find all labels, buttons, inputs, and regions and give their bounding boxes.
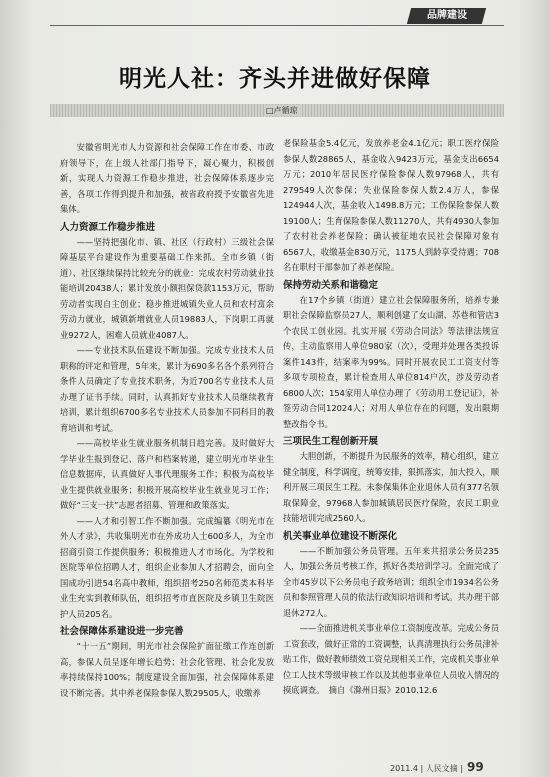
paragraph: ——不断加强公务员管理。五年来共招录公务员235人，加强公务员考核工作，抓好各类培训学习。全面完成了全市45岁以下公务员电子政务培训；组织全市1934名公务员和参照管理人员的依法行政知识培训和考试。共办理干部退休272人。 (283, 545, 499, 618)
section-heading: 机关事业单位建设不断深化 (283, 530, 398, 542)
folio-text: 2011.4 | 人民文摘 | (390, 764, 464, 773)
paragraph: 在17个乡镇（街道）建立社会保障服务所，培养专兼职社会保障监察员27人，顺利创建了女山湖、苏巷和管店3个农民工创业园。扎实开展《劳动合同法》等法律法规宣传，主动监察用人单位980家（次），受理并处理各类投诉案件143件，结案率为99%。同时开展农民工工资支付等多项专项检查，累计检查用人单位814户次，涉及劳动者6800人次；154家用人单位办理了《劳动用工登记证》，补签劳动合同12024人；对用人单位存在的问题，发出限期整改指令书。 (283, 294, 499, 429)
paragraph: “十一五”期间，明光市社会保险扩面征缴工作连创新高，参保人员呈逐年增长趋势；社会化管理、社会化发放率持续保持100%；制度建设全面加强，社会保障体系建设不断完善。其中养老保险参保人数29505人，收缴养 (60, 641, 274, 698)
section-heading: 人力资源工作稳步推进 (60, 221, 156, 233)
right-column (283, 136, 499, 699)
left-column (60, 140, 274, 701)
byline: □卢循琼 (266, 106, 298, 115)
paragraph: 大胆创新，不断提升为民服务的效率，精心组织，建立健全制度，科学调度，统筹安排，狠抓落实，加大投入，顺利开展三项民生工程。未参保集体企业退休人员有377名领取保障金，97968人参加城镇居民医疗保险，农民工职业技能培训完成2560人。 (283, 451, 499, 523)
section-heading: 社会保障体系建设进一步完善 (60, 626, 184, 637)
article-headline: 明光人社：齐头并进做好保障 (119, 66, 431, 92)
section-heading: 三项民生工程创新开展 (283, 436, 379, 447)
section-tag (407, 8, 486, 24)
paragraph: ——人才和引智工作不断加强。完成编纂《明光市在外人才录》，共收集明光市在外成功人士600多人，为全市招商引资工作提供服务；积极推进人才市场化。为学校和医院等单位招聘人才，组织企业参加人才招聘会，面向全国成功引进54名高中教师，组织招考250名师范类本科毕业生充实到教师队伍，组织招考市直医院及乡镇卫生院医护人员205名。 (60, 515, 274, 619)
paragraph: ——高校毕业生就业服务机制日趋完善。及时做好大学毕业生报到登记、落户和档案转递，建立明光市毕业生信息数据库，认真做好人事代理服务工作；积极为高校毕业生提供就业服务；积极开展高校毕业生就业见习工作；做好“三支一扶”志愿者招募、管理和政策落实。 (60, 438, 274, 510)
paragraph: ——全面推进机关事业单位工资制度改革。完成公务员工资套改，做好正常的工资调整，认真清理执行公务员津补贴工作，做好教师绩效工资兑现相关工作，完成机关事业单位工人技术等级审核工作以及其他事业单位人员收入情况的摸底调查。 摘自《滁州日报》2010.12.6 (283, 623, 499, 695)
section-heading: 保持劳动关系和谐稳定 (283, 279, 379, 291)
paragraph: ——坚持把强化市、镇、社区（行政村）三级社会保障基层平台建设作为重要基础工作来抓。全市乡镇（街道）、社区继续保持比较充分的就业：完成农村劳动就业技能培训20438人；累计发放小额担保贷款1153万元，帮助劳动者实现自主创业；稳步推进城镇失业人员和农村富余劳动力就业，城镇新增就业人员19883人，下岗职工再就业9272人，困难人员就业4087人。 (60, 236, 274, 340)
section-tag-label: 品牌建设 (426, 10, 467, 21)
paragraph: ——专业技术队伍建设不断加强。完成专业技术人员职称的评定和管理，5年来，累计为690多名各个系列符合条件人员确定了专业技术职务，为近700名专业技术人员办理了证书手续。同时，认真抓好专业技术人员继续教育培训，累计组织6700多名专业技术人员参加不同科目的教育培训和考试。 (60, 345, 274, 433)
page-number: 99 (467, 760, 484, 774)
intro-paragraph: 安徽省明光市人力资源和社会保障工作在市委、市政府领导下，在上级人社部门指导下，凝心聚力，积极创新，实现人力资源工作稳步推进，社会保障体系逐步完善，各项工作得到提升和加强，被省政府授予安徽省先进集体。 (60, 142, 274, 214)
page-folio (390, 760, 484, 774)
top-rule (50, 25, 504, 26)
paragraph: 老保险基金5.4亿元，发放养老金4.1亿元；职工医疗保险参保人数28865人，基金收入9423万元，基金支出6654万元；2010年居民医疗保险参保人数97968人，共有279549人次参保；失业保险参保人数2.4万人，参保124944人次，基金收入1498.8万元；工伤保险参保人数19100人；生育保险参保人数11270人，共有4930人参加了农村社会养老保险；确认被征地农民社会保障对象有6567人，收缴基金830万元，1175人到龄享受待遇；708名在职村干部参加了养老保险。 (283, 138, 499, 272)
